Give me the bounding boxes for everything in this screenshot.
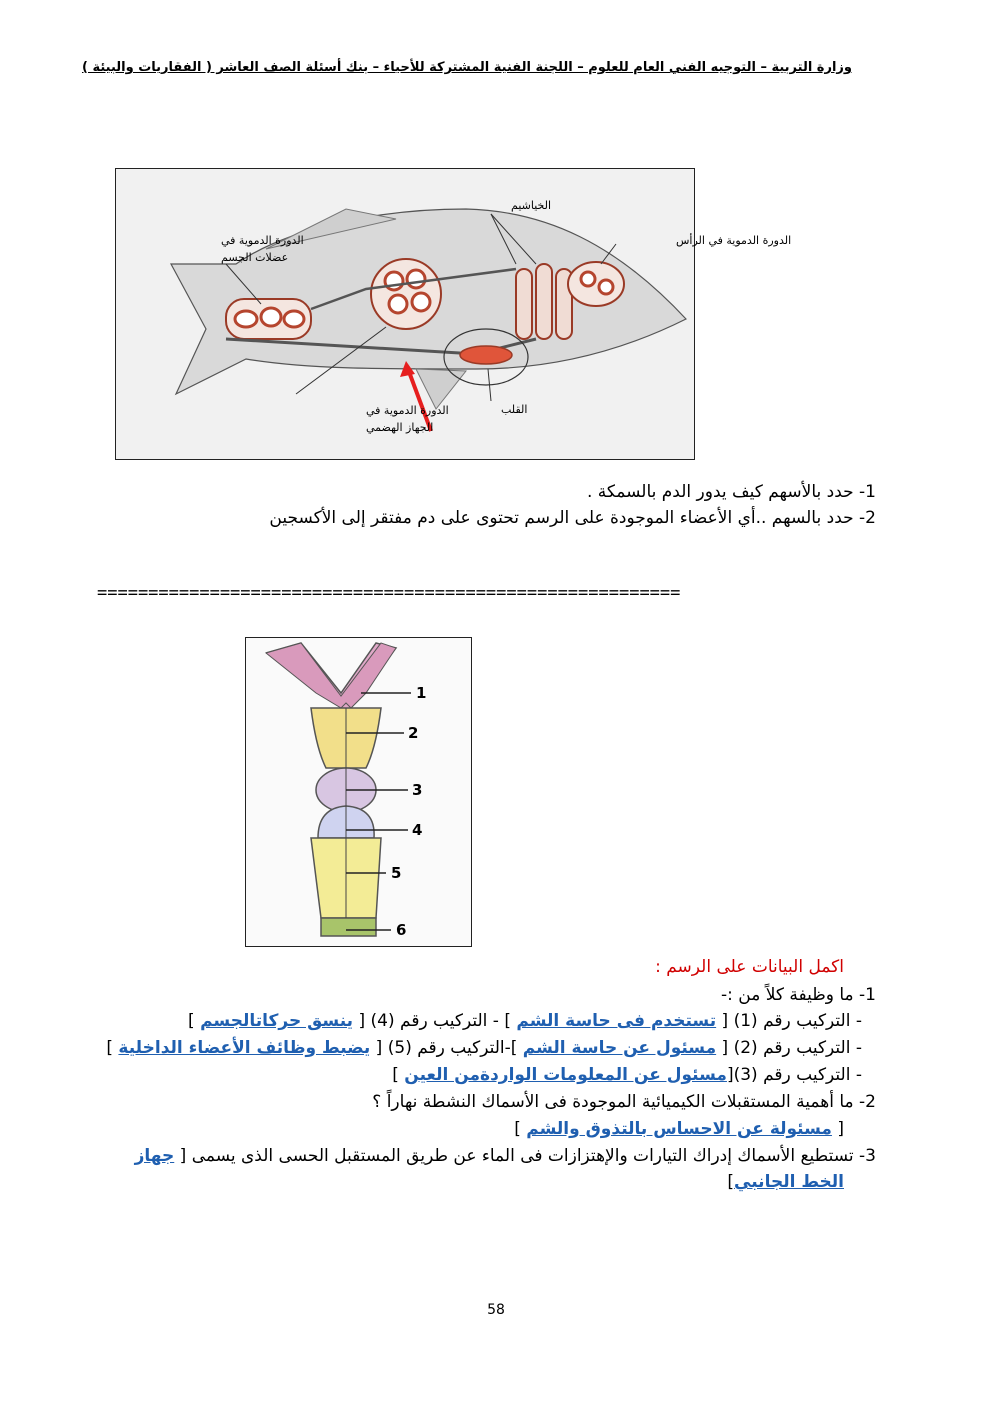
- gut-capillaries: [371, 259, 441, 329]
- fish-diagram: [116, 169, 792, 459]
- structure-6: [321, 918, 376, 936]
- brain-label-2: 2: [408, 724, 419, 742]
- answer-structure-4: ينسق حركاتالجسم: [200, 1011, 354, 1031]
- label-body-circulation-1: الدورة الدموية في: [221, 234, 304, 247]
- answer-structure-1: تستخدم فى حاسة الشم: [516, 1011, 717, 1031]
- body-capillaries: [226, 299, 311, 339]
- brain-label-6: 6: [396, 921, 407, 939]
- row-structure-1-4: - التركيب رقم (1) [ تستخدم فى حاسة الشم ] - التركيب رقم (4) [ ينسق حركاتالجسم ]: [188, 1011, 862, 1031]
- row-structure-3: - التركيب رقم (3)[مسئول عن المعلومات الواردةمن العين ]: [392, 1065, 862, 1085]
- question-lateral-line: 3- تستطيع الأسماك إدراك التيارات والإهتزازات فى الماء عن طريق المستقبل الحسى الذى يسمى [ جهاز: [134, 1146, 876, 1166]
- label-digestive-circulation-2: الجهاز الهضمي: [366, 421, 434, 434]
- brain-diagram: [246, 638, 471, 946]
- page-header: وزارة التربية – التوجيه الفني العام للعلوم – اللجنة الفنية المشتركة للأحياء – بنك أسئلة الصف العاشر ( الفقاريات والبيئة ): [81, 60, 852, 75]
- brain-label-3: 3: [412, 781, 423, 799]
- answer-lateral-line-row: الخط الجانبي]: [727, 1172, 844, 1192]
- brain-label-1: 1: [416, 684, 427, 702]
- answer-structure-3: مسئول عن المعلومات الواردةمن العين: [404, 1065, 727, 1085]
- head-capillaries: [568, 262, 624, 306]
- heart: [460, 346, 512, 364]
- question-2: 2- حدد بالسهم ..أي الأعضاء الموجودة على الرسم تحتوى على دم مفتقر إلى الأكسجين: [269, 508, 876, 528]
- label-heart: القلب: [501, 403, 528, 416]
- label-gills: الخياشيم: [511, 199, 552, 212]
- answer-structure-2: مسئول عن حاسة الشم: [522, 1038, 717, 1058]
- answer-lateral-line-a: جهاز: [134, 1146, 175, 1166]
- answer-lateral-line-b: الخط الجانبي: [734, 1172, 844, 1192]
- question-1: 1- حدد بالأسهم كيف يدور الدم بالسمكة .: [586, 482, 876, 502]
- label-head-circulation: الدورة الدموية في الرأس: [676, 234, 792, 247]
- question-chemoreceptors: 2- ما أهمية المستقبلات الكيميائية الموجودة فى الأسماك النشطة نهاراً ؟: [372, 1092, 876, 1112]
- brain-figure: [245, 637, 472, 947]
- answer-structure-5: يضبط وظائف الأعضاء الداخلية: [118, 1038, 371, 1058]
- fish-circulation-figure: [115, 168, 792, 460]
- page-number: 58: [487, 1302, 505, 1318]
- section-title: اكمل البيانات على الرسم :: [655, 957, 844, 977]
- gills: [516, 264, 572, 339]
- label-body-circulation-2: عضلات الجسم: [221, 251, 289, 264]
- brain-label-5: 5: [391, 864, 402, 882]
- label-digestive-circulation-1: الدورة الدموية في: [366, 404, 449, 417]
- separator: =========================================================: [97, 583, 681, 603]
- row-structure-2-5: - التركيب رقم (2) [ مسئول عن حاسة الشم ]-التركيب رقم (5) [ يضبط وظائف الأعضاء الداخلية ]: [106, 1038, 862, 1058]
- question-function-intro: 1- ما وظيفة كلاً من :-: [721, 985, 876, 1005]
- brain-label-4: 4: [412, 821, 423, 839]
- answer-chemoreceptors-row: [ مسئولة عن الاحساس بالتذوق والشم ]: [514, 1119, 844, 1139]
- answer-chemoreceptors: مسئولة عن الاحساس بالتذوق والشم: [526, 1119, 832, 1139]
